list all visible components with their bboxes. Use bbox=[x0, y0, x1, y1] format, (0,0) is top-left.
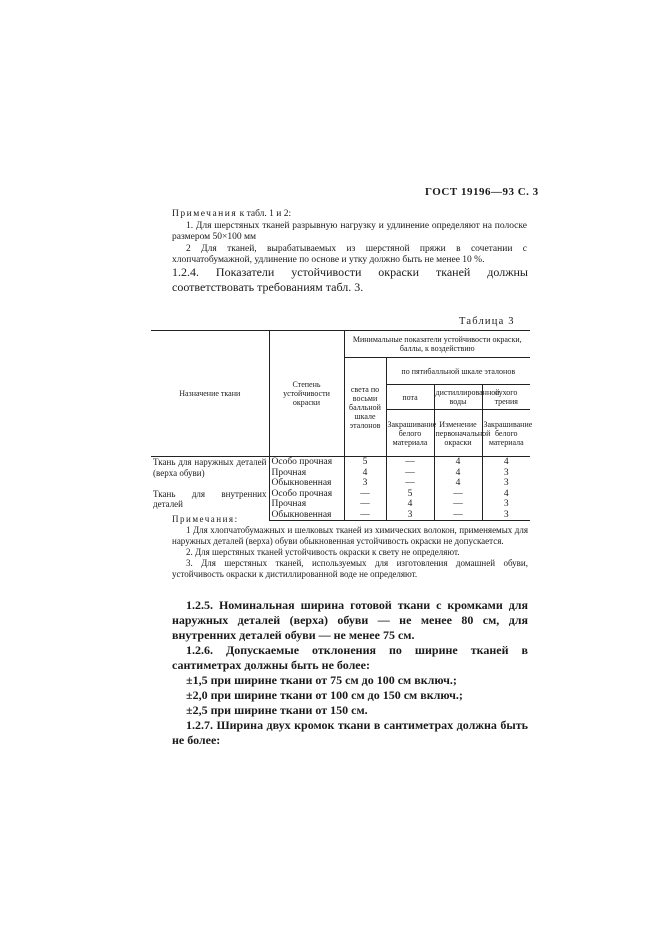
paragraph-1-2-5: 1.2.5. Номинальная ширина готовой ткани с кромками для наружных деталей (верха) обуви — не менее 80 см, для внутренних деталей обуви — не менее 75 см. bbox=[172, 598, 528, 642]
notes-table-1-2 bbox=[172, 209, 527, 267]
light-cell: — bbox=[344, 489, 386, 500]
water-cell: 4 bbox=[434, 468, 482, 479]
col-dry-rub: сухого трения bbox=[482, 385, 530, 410]
light-cell: 5 bbox=[344, 457, 386, 468]
rub-cell: 3 bbox=[503, 467, 509, 478]
degree-cell: Обыкновенная bbox=[269, 478, 344, 489]
degree-cell: Обыкновенная bbox=[269, 510, 344, 521]
sweat-sub: Закрашивание белого материала bbox=[386, 410, 434, 457]
paragraph-1-2-4: 1.2.4. Показатели устойчивости окраски тканей должны соответствовать требованиям табл. 3. bbox=[172, 265, 528, 294]
notes2-title: Примечания: bbox=[172, 514, 239, 524]
col-sweat: пота bbox=[386, 385, 434, 410]
sweat-cell: 4 bbox=[386, 499, 434, 510]
col-dist-water: дистиллированной воды bbox=[434, 385, 482, 410]
light-cell: — bbox=[344, 510, 386, 521]
note2-1: 1 Для хлопчатобумажных и шелковых тканей из химических волокон, применяемых для наружных деталей (верха) обуви обыкновенная устойчивость окраски не допускается. bbox=[172, 525, 528, 546]
five-scale-header: по пятибалльной шкале эталонов bbox=[386, 358, 530, 385]
rub-cell: 3 bbox=[482, 510, 530, 521]
col-light: света по восьми балльной шкале эталонов bbox=[344, 358, 386, 457]
rub-cell: 4 bbox=[503, 488, 509, 499]
paragraph-1-2-7: 1.2.7. Ширина двух кромок ткани в сантиметрах должна быть не более: bbox=[172, 718, 528, 747]
tolerance-1: ±1,5 при ширине ткани от 75 см до 100 см включ.; bbox=[186, 673, 457, 687]
light-cell: 3 bbox=[344, 478, 386, 489]
rub-cell: 3 bbox=[503, 499, 509, 509]
fabric-cell: Ткань для внутренних деталей bbox=[151, 489, 269, 521]
page-header: ГОСТ 19196—93 С. 3 bbox=[425, 186, 539, 198]
note-2: 2 Для тканей, вырабатываемых из шерстяной пряжи в сочетании с хлопчатобумажной, удлинение по основе и утку должно быть не менее 10 %. bbox=[172, 243, 527, 265]
degree-cell: Особо прочная bbox=[269, 457, 344, 468]
water-cell: — bbox=[434, 499, 482, 510]
notes-table-3 bbox=[172, 514, 528, 580]
group-header: Минимальные показатели устойчивости окраски, баллы, к воздействию bbox=[344, 331, 530, 358]
rub-cell: 4 bbox=[503, 457, 509, 467]
note-1: 1. Для шерстяных тканей разрывную нагрузку и удлинение определяют на полоске размером 50×100 мм bbox=[172, 220, 527, 242]
paragraph-1-2-6: 1.2.6. Допускаемые отклонения по ширине тканей в сантиметрах должны быть не более: bbox=[172, 643, 528, 672]
notes-title-suffix: к табл. 1 и 2: bbox=[237, 209, 292, 219]
fabric-cell: Ткань для наружных деталей (верха обуви) bbox=[151, 457, 269, 489]
notes-title: Примечания bbox=[172, 209, 238, 219]
sweat-cell: — bbox=[386, 478, 434, 489]
note2-2: 2. Для шерстяных тканей устойчивость окраски к свету не определяют. bbox=[186, 547, 460, 557]
col-fabric: Назначение ткани bbox=[151, 331, 269, 457]
degree-cell: Прочная bbox=[269, 468, 344, 479]
table-row bbox=[151, 489, 530, 500]
light-cell: 4 bbox=[344, 468, 386, 479]
water-cell: — bbox=[434, 510, 482, 521]
water-cell: — bbox=[434, 489, 482, 500]
note2-3: 3. Для шерстяных тканей, используемых для изготовления домашней обуви, устойчивость окраски к дистиллированной воде не определяют. bbox=[172, 558, 528, 579]
water-sub: Изменение первоначальной окраски bbox=[434, 410, 482, 457]
degree-cell: Особо прочная bbox=[269, 489, 344, 500]
sweat-cell: — bbox=[386, 457, 434, 468]
sweat-cell: 3 bbox=[386, 510, 434, 521]
sweat-cell: 5 bbox=[386, 489, 434, 500]
table-row bbox=[151, 457, 530, 468]
degree-cell: Прочная bbox=[269, 499, 344, 510]
table-caption: Таблица 3 bbox=[459, 316, 515, 327]
col-degree: Степень устойчивости окраски bbox=[269, 331, 344, 457]
rub-sub: Закрашивание белого материала bbox=[482, 410, 530, 457]
rub-cell: 3 bbox=[503, 478, 509, 488]
sweat-cell: — bbox=[386, 468, 434, 479]
water-cell: 4 bbox=[434, 457, 482, 468]
light-cell: — bbox=[344, 499, 386, 510]
body-text bbox=[172, 598, 528, 748]
tolerance-3: ±2,5 при ширине ткани от 150 см. bbox=[186, 703, 368, 717]
table-3 bbox=[151, 330, 533, 521]
tolerance-2: ±2,0 при ширине ткани от 100 см до 150 см включ.; bbox=[186, 688, 463, 702]
water-cell: 4 bbox=[434, 478, 482, 489]
